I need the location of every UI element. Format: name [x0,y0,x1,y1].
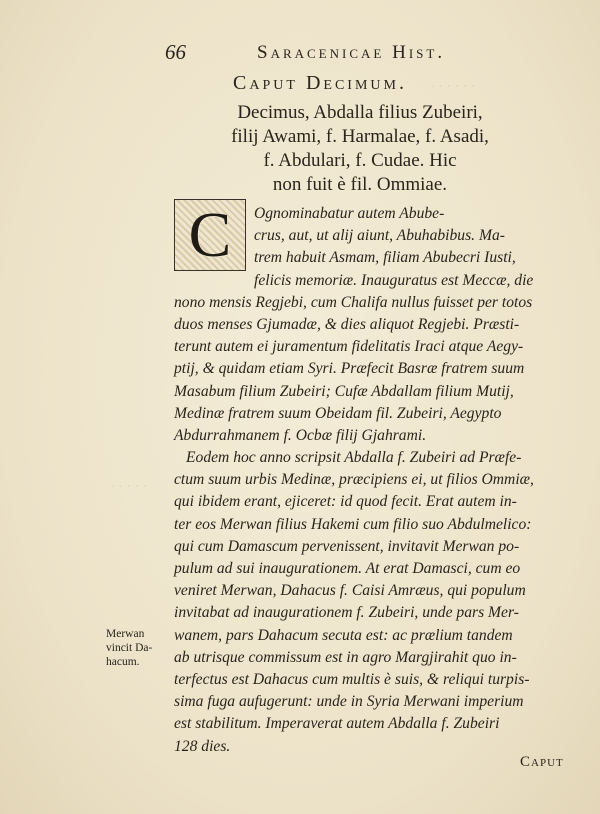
running-title: Saracenicae Hist. [257,42,446,63]
chapter-title: Caput Decimum. [233,72,407,94]
running-head [165,40,525,68]
text-line: ctum suum urbis Medinæ, præcipiens ei, ut filios Ommiæ, [174,471,534,489]
text-line: crus, aut, ut alij aiunt, Abuhabibus. Ma- [254,227,505,245]
text-line: sima fuga aufugerunt: unde in Syria Merwani imperium [174,693,524,711]
marginal-note-line: Merwan [106,628,145,640]
heading-line: filij Awami, f. Harmalae, f. Asadi, [231,126,489,147]
text-line: nono mensis Regjebi, cum Chalifa nullus fuisset per totos [174,293,533,311]
text-line: ab utrisque commissum est in agro Margjirahit quo in- [174,648,517,666]
text-line: terfectus est Dahacus cum multis è suis, & reliqui turpis- [174,670,530,688]
text-line: invitabat ad inaugurationem f. Zubeiri, unde pars Mer- [174,604,519,622]
text-line: duos menses Gjumadæ, & dies aliquot Regjebi. Præsti- [174,315,520,333]
chapter-heading [175,101,545,197]
text-line: est stabilitum. Imperaverat autem Abdalla f. Zubeiri [174,715,500,733]
bleed-through-text: · · · · · · [430,80,476,95]
heading-line: f. Abdulari, f. Cudae. Hic [263,150,457,171]
heading-line: non fuit è fil. Ommiae. [272,174,448,195]
text-line: Medinæ fratrem suum Obeidam fil. Zubeiri, Aegypto [174,404,502,422]
marginal-note-line: vincit Da- [106,642,153,654]
marginal-note [106,627,176,669]
initial-letter: C [188,199,232,270]
text-line: qui ibidem erant, ejiceret: id quod fecit. Erat autem in- [174,493,517,511]
text-line: wanem, pars Dahacum secuta est: ac prælium tandem [174,626,513,644]
text-line: Eodem hoc anno scripsit Abdalla f. Zubeiri ad Præfe- [186,449,522,467]
body-text [174,199,546,758]
marginal-note-line: hacum. [106,656,140,668]
text-line: terunt autem ei juramentum fidelitatis Iraci atque Aegy- [174,338,524,356]
text-line: ptij, & quidam etiam Syri. Præfecit Basræ fratrem suum [174,360,525,378]
text-line: Ognominabatur autem Abube- [254,205,445,222]
heading-line: Decimus, Abdalla filius Zubeiri, [237,102,483,123]
text-line: Masabum filium Zubeiri; Cufæ Abdallam filium Mutij, [174,382,514,400]
text-line: trem habuit Asmam, filiam Abubecri Iusti, [254,249,516,267]
text-line: qui cum Damascum pervenissent, invitavit Merwan po- [174,537,520,555]
catchword: Caput [520,754,564,770]
text-line: Abdurrahmanem f. Ocbæ filij Gjahrami. [174,426,427,444]
text-line: 128 dies. [174,737,231,755]
text-line: veniret Merwan, Dahacus f. Caisi Amræus, qui populum [174,582,526,600]
bleed-through-text: · · · · · [110,480,148,495]
text-line: pulum ad sui inaugurationem. At erat Damasci, cum eo [174,560,521,577]
text-line: ter eos Merwan filius Hakemi cum filio suo Abdulmelico: [174,515,532,533]
page-number: 66 [165,40,186,64]
text-line: felicis memoriæ. Inauguratus est Meccæ, die [254,271,534,289]
